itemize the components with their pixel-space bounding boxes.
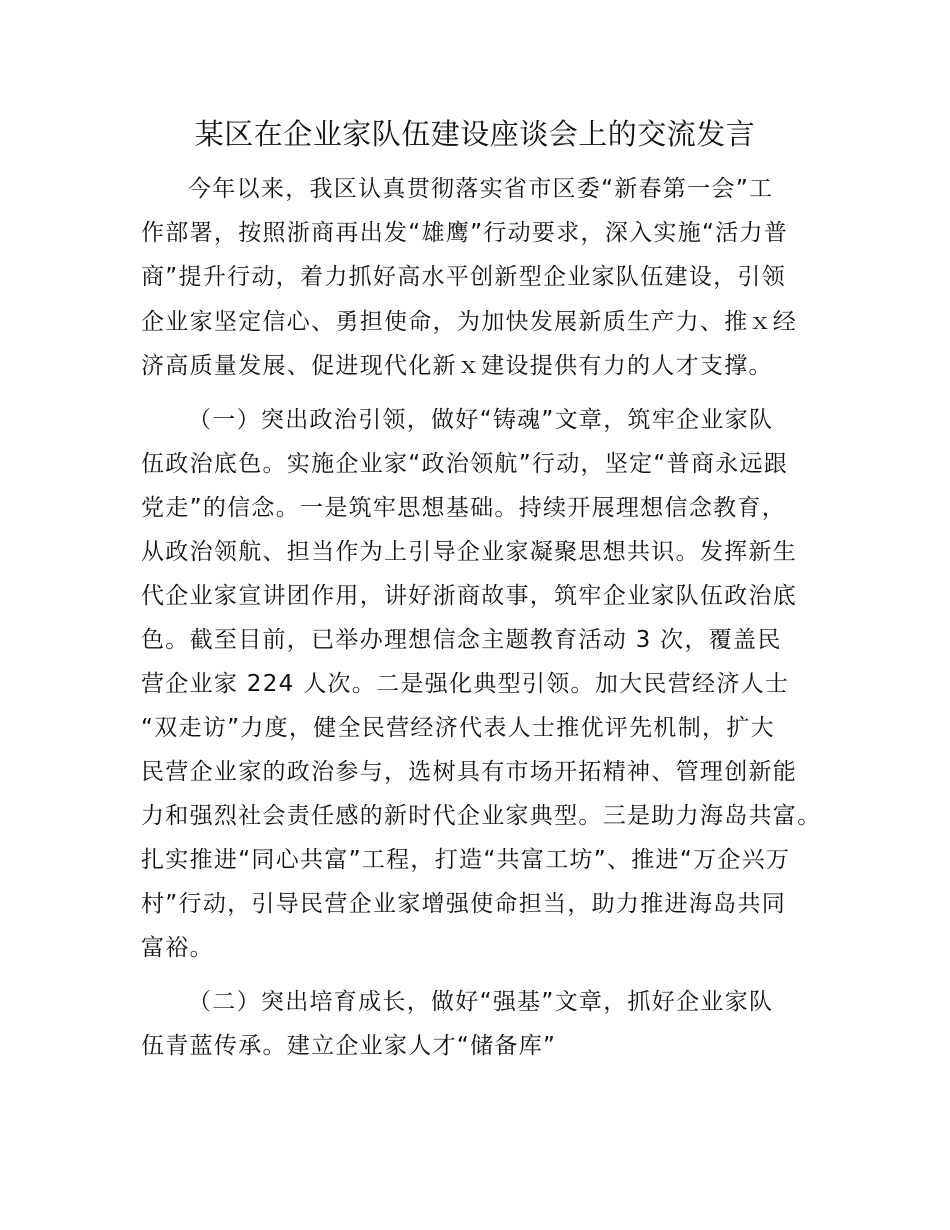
- paragraph-line: 伍青蓝传承。建立企业家人才“储备库”: [141, 1033, 557, 1059]
- paragraph-line: 代企业家宣讲团作用，讲好浙商故事，筑牢企业家队伍政治底: [141, 583, 798, 609]
- paragraph-line: 富裕。: [141, 935, 214, 961]
- paragraph-line: 力和强烈社会责任感的新时代企业家典型。三是助力海岛共富。: [141, 803, 822, 829]
- paragraph-line: 村”行动，引导民营企业家增强使命担当，助力推进海岛共同: [141, 891, 787, 917]
- paragraph-line: 济高质量发展、促进现代化新ｘ建设提供有力的人才支撑。: [141, 353, 773, 379]
- paragraph-line: “双走访”力度，健全民营经济代表人士推优评先机制，扩大: [141, 715, 775, 741]
- paragraph-line: 党走”的信念。一是筑牢思想基础。持续开展理想信念教育，: [141, 495, 787, 521]
- paragraph-line: 作部署，按照浙商再出发“雄鹰”行动要求，深入实施“活力普: [141, 220, 789, 246]
- paragraph-line: 扎实推进“同心共富”工程，打造“共富工坊”、推进“万企兴万: [141, 847, 791, 873]
- paragraph-line: （二）突出培育成长，做好“强基”文章，抓好企业家队: [188, 989, 774, 1015]
- paragraph-line: 从政治领航、担当作为上引导企业家凝聚思想共识。发挥新生: [141, 539, 798, 565]
- paragraph-line: 伍政治底色。实施企业家“政治领航”行动，坚定“普商永远跟: [141, 451, 789, 477]
- paragraph-line: 营企业家 224 人次。二是强化典型引领。加大民营经济人士: [141, 671, 790, 697]
- paragraph-line: 企业家坚定信心、勇担使命，为加快发展新质生产力、推ｘ经: [141, 309, 798, 335]
- paragraph-line: 今年以来，我区认真贯彻落实省市区委“新春第一会”工: [188, 176, 774, 202]
- paragraph-line: 商”提升行动，着力抓好高水平创新型企业家队伍建设，引领: [141, 264, 787, 290]
- paragraph-line: 色。截至目前，已举办理想信念主题教育活动 3 次，覆盖民: [141, 627, 782, 653]
- document-title: 某区在企业家队伍建设座谈会上的交流发言: [194, 117, 756, 151]
- paragraph-line: 民营企业家的政治参与，选树具有市场开拓精神、管理创新能: [141, 759, 798, 785]
- paragraph-line: （一）突出政治引领，做好“铸魂”文章，筑牢企业家队: [188, 407, 774, 433]
